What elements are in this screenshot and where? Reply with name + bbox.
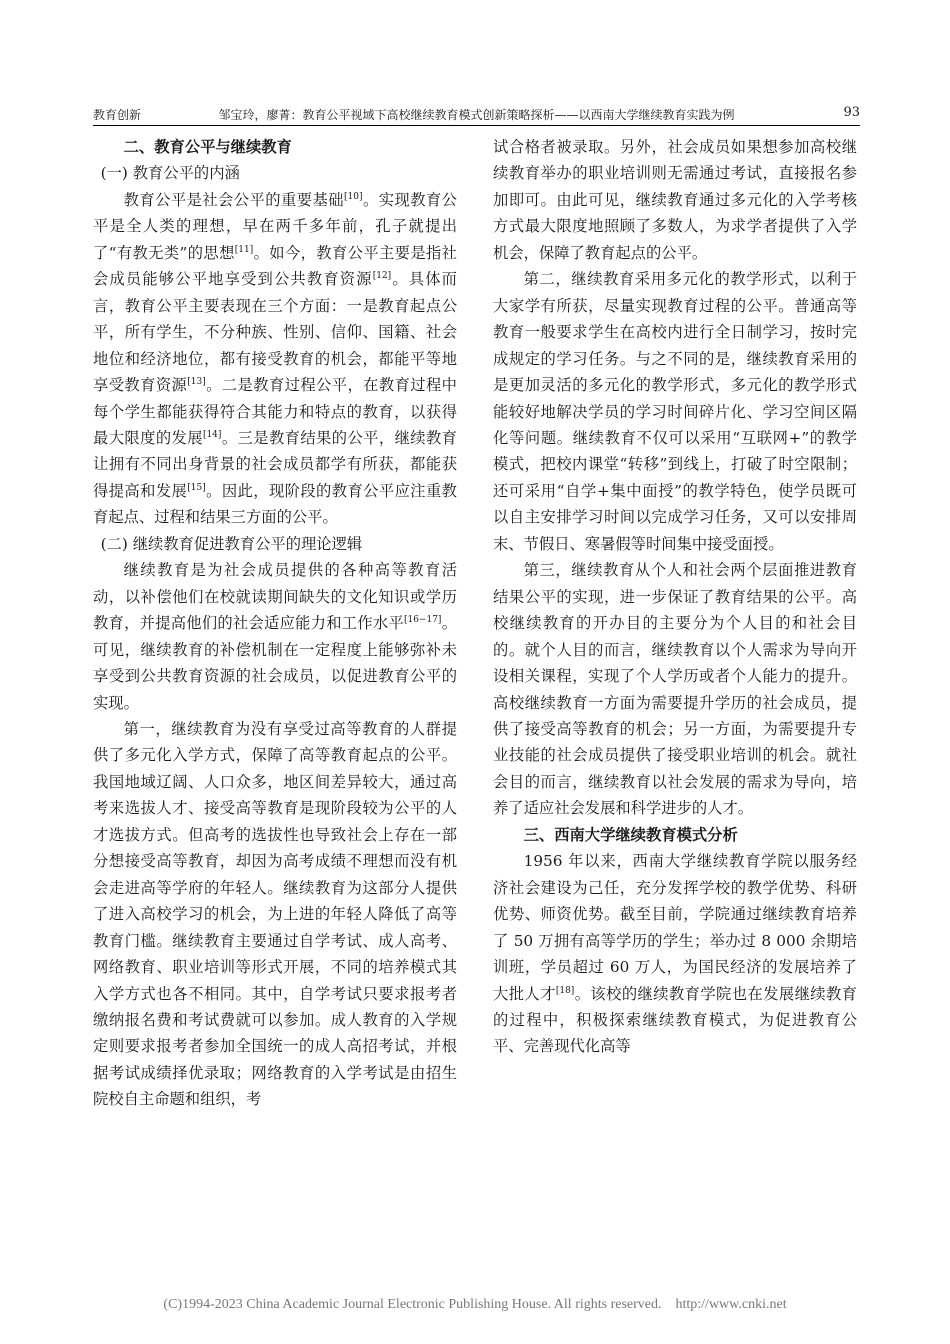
paragraph-continuing-education: 继续教育是为社会成员提供的各种高等教育活动，以补偿他们在校就读期间缺失的文化知识或学历教育，并提高他们的社会适应能力和工作水平[16−17]。可见，继续教育的补偿机制在一定程度上能够弥补未享受到公共教育资源的社会成员，以促进教育公平的实现。 — [93, 561, 457, 712]
citation-ref[interactable]: [13] — [187, 376, 206, 387]
copyright-text: (C)1994-2023 China Academic Journal Electronic Publishing House. All rights reserved. — [163, 1297, 662, 1312]
header-rule — [93, 125, 860, 126]
page-number: 93 — [843, 105, 860, 120]
right-column — [493, 134, 857, 1060]
section-heading-3: 三、西南大学继续教育模式分析 — [523, 825, 738, 844]
journal-section: 教育创新 — [93, 108, 142, 122]
citation-ref[interactable]: [15] — [187, 482, 206, 493]
subsection-heading-2: (二) 继续教育促进教育公平的理论逻辑 — [100, 534, 363, 553]
cnki-url[interactable]: http://www.cnki.net — [675, 1297, 787, 1312]
citation-ref[interactable]: [10] — [344, 191, 363, 202]
citation-ref[interactable]: [16−17] — [403, 615, 442, 626]
citation-ref[interactable]: [18] — [555, 985, 575, 996]
copyright-footer — [0, 1297, 950, 1313]
section-heading-2: 二、教育公平与继续教育 — [123, 138, 292, 156]
subsection-heading-1: (一) 教育公平的内涵 — [100, 164, 240, 183]
citation-ref[interactable]: [11] — [234, 244, 254, 255]
paragraph-first-point-continued: 试合格者被录取。另外，社会成员如果想参加高校继续教育举办的职业培训则无需通过考试，直接报名参加即可。由此可见，继续教育通过多元化的入学考核方式最大限度地照顾了多数人，为求学者提供了入学机会，保障了教育起点的公平。 — [493, 138, 857, 262]
running-header — [93, 106, 860, 126]
paragraph-first-point: 第一，继续教育为没有享受过高等教育的人群提供了多元化入学方式，保障了高等教育起点的公平。我国地域辽阔、人口众多，地区间差异较大，通过高考来选拔人才、接受高等教育是现阶段较为公平的人才选拔方式。但高考的选拔性也导致社会上存在一部分想接受高等教育，却因为高考成绩不理想而没有机会走进高等学府的年轻人。继续教育为这部分人提供了进入高校学习的机会，为上进的年轻人降低了高等教育门槛。继续教育主要通过自学考试、成人高考、网络教育、职业培训等形式开展，不同的培养模式其入学方式也各不相同。其中，自学考试只要求报考者缴纳报名费和考试费就可以参加。成人教育的入学规定则要求报考者参加全国统一的成人高招考试，并根据考试成绩择优录取；网络教育的入学考试是由招生院校自主命题和组织，考 — [93, 719, 457, 1109]
citation-ref[interactable]: [14] — [202, 429, 222, 440]
paragraph-second-point: 第二，继续教育采用多元化的教学形式，以利于大家学有所获，尽量实现教育过程的公平。普通高等教育一般要求学生在高校内进行全日制学习，按时完成规定的学习任务。与之不同的是，继续教育采用的是更加灵活的多元化的教学形式，多元化的教学形式能较好地解决学员的学习时间碎片化、学习空间区隔化等问题。继续教育不仅可以采用“互联网+”的教学模式，把校内课堂“转移”到线上，打破了时空限制；还可采用“自学+集中面授”的教学特色，使学员既可以自主安排学习时间以完成学习任务，又可以安排周末、节假日、寒暑假等时间集中接受面授。 — [493, 270, 857, 553]
running-title: 邹宝玲，廖菁：教育公平视域下高校继续教育模式创新策略探析——以西南大学继续教育实践为例 — [218, 108, 735, 122]
paragraph-swu-history: 1956 年以来，西南大学继续教育学院以服务经济社会建设为己任，充分发挥学校的教学优势、科研优势、师资优势。截至目前，学院通过继续教育培养了 50 万拥有高等学历的学生；举办过 8 000 余期培训班，学员超过 60 万人，为国民经济的发展培养了大批人才[18]。该校的继续教育学院也在发展继续教育的过程中，积极探索继续教育模式，为促进教育公平、完善现代化高等 — [493, 852, 857, 1056]
citation-ref[interactable]: [12] — [372, 271, 392, 282]
left-column — [93, 134, 457, 1113]
paragraph-education-equity: 教育公平是社会公平的重要基础[10]。实现教育公平是全人类的理想，早在两千多年前，孔子就提出了“有教无类”的思想[11]。如今，教育公平主要是指社会成员能够公平地享受到公共教育资源[12]。具体而言，教育公平主要表现在三个方面：一是教育起点公平，所有学生，不分种族、性别、信仰、国籍、社会地位和经济地位，都有接受教育的机会，都能平等地享受教育资源[13]。二是教育过程公平，在教育过程中每个学生都能获得符合其能力和特点的教育，以获得最大限度的发展[14]。三是教育结果的公平，继续教育让拥有不同出身背景的社会成员都学有所获，都能获得提高和发展[15]。因此，现阶段的教育公平应注重教育起点、过程和结果三方面的公平。 — [93, 190, 457, 527]
paragraph-third-point: 第三，继续教育从个人和社会两个层面推进教育结果公平的实现，进一步保证了教育结果的公平。高校继续教育的开办目的主要分为个人目的和社会目的。就个人目的而言，继续教育以个人需求为导向开设相关课程，实现了个人学历或者个人能力的提升。高校继续教育一方面为需要提升学历的社会成员，提供了接受高等教育的机会；另一方面，为需要提升专业技能的社会成员提供了接受职业培训的机会。就社会目的而言，继续教育以社会发展的需求为导向，培养了适应社会发展和科学进步的人才。 — [493, 561, 857, 818]
